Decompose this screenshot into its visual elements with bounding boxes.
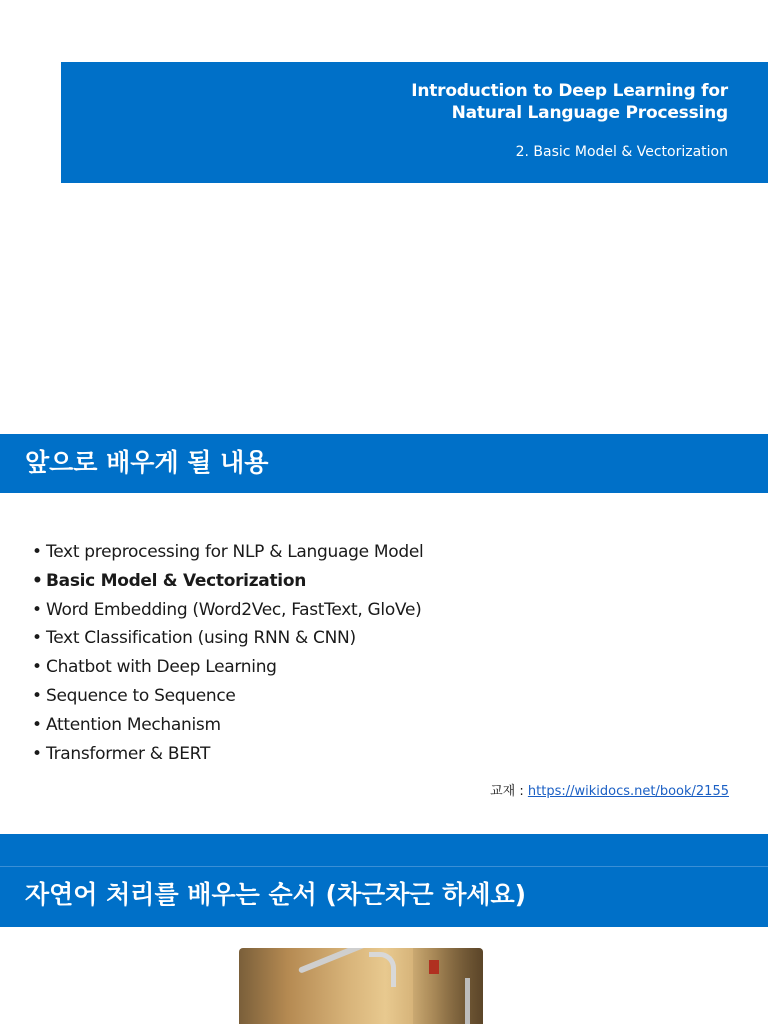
topic-item-active [32, 567, 423, 596]
bullet-icon: • [32, 714, 42, 735]
topic-label: Basic Model & Vectorization [46, 570, 307, 591]
title-line-2: Natural Language Processing [451, 103, 728, 123]
order-header [0, 834, 768, 927]
contents-header: 앞으로 배우게 될 내용 [0, 434, 768, 493]
topic-label: Text preprocessing for NLP & Language Model [46, 542, 424, 562]
handrail-post [465, 978, 470, 1024]
staircase-photo [239, 948, 483, 1024]
textbook-reference [490, 782, 729, 802]
topic-list [32, 538, 423, 768]
topic-label: Transformer & BERT [46, 743, 211, 764]
handrail-curve [369, 952, 396, 987]
bullet-icon: • [32, 599, 42, 620]
title-line-1: Introduction to Deep Learning for [411, 81, 728, 101]
topic-label: Sequence to Sequence [46, 685, 236, 706]
wall-sign [429, 960, 439, 974]
textbook-link[interactable]: https://wikidocs.net/book/2155 [527, 784, 729, 799]
bullet-icon: • [32, 743, 42, 764]
subtitle: 2. Basic Model & Vectorization [515, 144, 728, 160]
title-banner [61, 62, 768, 183]
order-header-title: 자연어 처리를 배우는 순서 (차근차근 하세요) [25, 880, 527, 909]
topic-label: Chatbot with Deep Learning [46, 657, 277, 678]
topic-label: Word Embedding (Word2Vec, FastText, GloVe) [46, 599, 422, 620]
bullet-icon: • [32, 570, 43, 591]
topic-item [32, 740, 423, 769]
topic-item [32, 596, 423, 625]
topic-item [32, 538, 423, 567]
reference-label: 교재 : [490, 784, 528, 799]
wall-shade [413, 948, 483, 1024]
bullet-icon: • [32, 628, 42, 649]
topic-label: Attention Mechanism [46, 714, 221, 735]
topic-label: Text Classification (using RNN & CNN) [46, 628, 356, 649]
header-divider [0, 866, 768, 867]
bullet-icon: • [32, 542, 42, 562]
topic-item [32, 711, 423, 740]
bullet-icon: • [32, 657, 42, 678]
topic-item [32, 653, 423, 682]
topic-item [32, 624, 423, 653]
topic-item [32, 682, 423, 711]
bullet-icon: • [32, 685, 42, 706]
